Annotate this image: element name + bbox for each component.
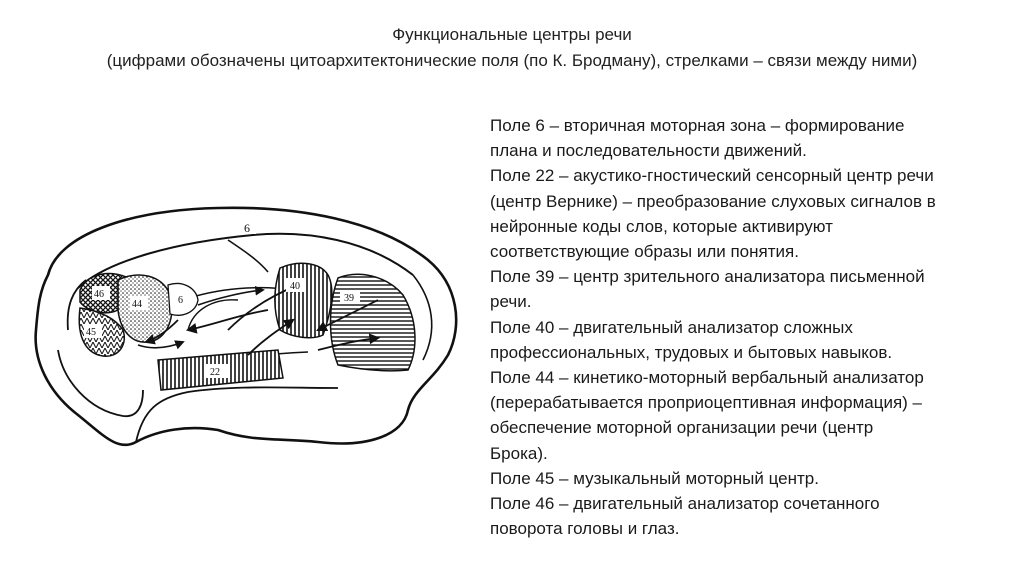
field-22-description: Поле 22 – акустико-гностический сенсорный центр речи (центр Вернике) – преобразование слуховых сигналов в нейронные коды слов, которые активируют соответствующие образы или понятия. — [490, 166, 936, 262]
title-block — [0, 22, 1024, 74]
label-field-39: 39 — [344, 293, 354, 304]
label-field-22: 22 — [210, 367, 220, 378]
field-descriptions — [490, 113, 1010, 541]
field-44-description: Поле 44 – кинетико-моторный вербальный анализатор (перерабатывается проприоцептивная информация) – обеспечение моторной организации речи (центр Брока). — [490, 368, 924, 463]
field-6-description: Поле 6 – вторичная моторная зона – формирование плана и последовательности движений. — [490, 116, 905, 161]
label-field-40: 40 — [290, 281, 300, 292]
page-subtitle: (цифрами обозначены цитоархитектонические поля (по К. Бродману), стрелками – связи между ними) — [106, 51, 918, 70]
page-title: Функциональные центры речи — [392, 25, 632, 44]
field-46-description: Поле 46 – двигательный анализатор сочетанного поворота головы и глаз. — [490, 494, 880, 539]
label-field-6-inner: 6 — [178, 295, 183, 306]
label-field-44: 44 — [132, 299, 142, 310]
label-field-46: 46 — [94, 289, 104, 300]
brain-diagram — [18, 180, 468, 480]
field-39-description: Поле 39 – центр зрительного анализатора письменной речи. — [490, 267, 925, 312]
label-field-45: 45 — [86, 327, 96, 338]
field-40-description: Поле 40 – двигательный анализатор сложных профессиональных, трудовых и бытовых навыков. — [490, 317, 893, 362]
label-field-6: 6 — [244, 221, 250, 235]
field-45-description: Поле 45 – музыкальный моторный центр. — [490, 468, 819, 488]
